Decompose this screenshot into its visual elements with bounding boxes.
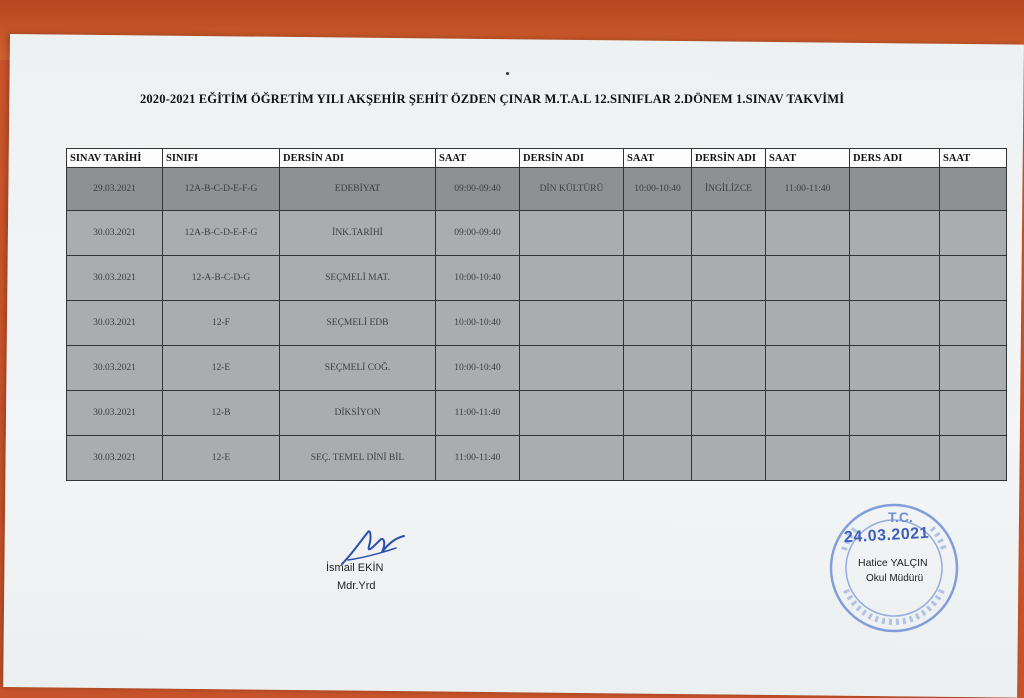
header-cell: DERS ADI	[850, 149, 940, 168]
table-cell	[624, 256, 692, 301]
header-cell: SAAT	[436, 149, 520, 168]
table-cell	[850, 301, 940, 346]
signatory-name: İsmail EKİN	[326, 562, 384, 574]
table-cell	[850, 346, 940, 391]
table-cell	[766, 436, 850, 481]
table-cell	[766, 391, 850, 436]
table-cell: SEÇMELİ MAT.	[280, 256, 436, 301]
table-cell	[850, 256, 940, 301]
table-cell	[940, 256, 1007, 301]
table-cell	[520, 211, 624, 256]
principal-role: Okul Müdürü	[866, 573, 924, 584]
table-cell: 12-A-B-C-D-G	[163, 256, 280, 301]
table-cell: 30.03.2021	[67, 211, 163, 256]
table-cell: 12-F	[163, 301, 280, 346]
table-row	[67, 168, 1007, 211]
table-cell	[766, 301, 850, 346]
table-cell	[850, 436, 940, 481]
table-cell: 30.03.2021	[67, 436, 163, 481]
table-cell: 30.03.2021	[67, 346, 163, 391]
table-cell	[520, 301, 624, 346]
table-cell: SEÇMELİ EDB	[280, 301, 436, 346]
table-cell: 11:00-11:40	[436, 436, 520, 481]
table-cell: 10:00-10:40	[436, 346, 520, 391]
table-cell	[850, 391, 940, 436]
table-cell: EDEBİYAT	[280, 168, 436, 211]
principal-name: Hatice YALÇIN	[858, 557, 928, 569]
table-cell: 29.03.2021	[67, 168, 163, 211]
table-cell	[766, 256, 850, 301]
table-cell: 12A-B-C-D-E-F-G	[163, 168, 280, 211]
stamp-date: 24.03.2021	[843, 524, 930, 547]
table-cell	[940, 436, 1007, 481]
exam-schedule-table	[66, 148, 1007, 481]
table-cell: 09:00-09:40	[436, 211, 520, 256]
table-cell: DİN KÜLTÜRÜ	[520, 168, 624, 211]
table-cell	[624, 211, 692, 256]
table-cell: 12A-B-C-D-E-F-G	[163, 211, 280, 256]
table-cell	[940, 391, 1007, 436]
table-cell	[692, 436, 766, 481]
table-cell: 11:00-11:40	[766, 168, 850, 211]
table-cell	[940, 211, 1007, 256]
paper-mark	[506, 72, 509, 75]
table-cell: DİKSİYON	[280, 391, 436, 436]
header-cell: DERSİN ADI	[520, 149, 624, 168]
header-cell: SINIFI	[163, 149, 280, 168]
table-cell: 30.03.2021	[67, 301, 163, 346]
header-cell: DERSİN ADI	[692, 149, 766, 168]
document-title: 2020-2021 EĞİTİM ÖĞRETİM YILI AKŞEHİR ŞEHİT ÖZDEN ÇINAR M.T.A.L 12.SINIFLAR 2.DÖNEM 1.SINAV TAKVİMİ	[140, 92, 845, 106]
table-cell: 30.03.2021	[67, 391, 163, 436]
table-cell	[692, 301, 766, 346]
header-cell: SAAT	[940, 149, 1007, 168]
header-cell: DERSİN ADI	[280, 149, 436, 168]
table-row	[67, 436, 1007, 481]
table-cell	[766, 211, 850, 256]
table-cell	[692, 346, 766, 391]
table-cell	[624, 391, 692, 436]
table-cell	[520, 391, 624, 436]
header-cell: SINAV TARİHİ	[67, 149, 163, 168]
table-header-row	[67, 149, 1007, 168]
table-cell: 12-B	[163, 391, 280, 436]
table-cell: İNGİLİZCE	[692, 168, 766, 211]
table-cell: 12-E	[163, 346, 280, 391]
table-row	[67, 256, 1007, 301]
svg-text:T.C.: T.C.	[888, 509, 913, 525]
table-cell	[850, 168, 940, 211]
table-cell	[624, 436, 692, 481]
table-cell	[624, 301, 692, 346]
table-cell: 09:00-09:40	[436, 168, 520, 211]
table-cell: 12-E	[163, 436, 280, 481]
table-cell: SEÇMELİ COĞ.	[280, 346, 436, 391]
table-row	[67, 301, 1007, 346]
table-cell	[520, 346, 624, 391]
header-cell: SAAT	[624, 149, 692, 168]
table-cell: 11:00-11:40	[436, 391, 520, 436]
table-cell	[940, 168, 1007, 211]
table-cell	[850, 211, 940, 256]
table-cell: SEÇ. TEMEL DİNİ BİL	[280, 436, 436, 481]
table-cell	[692, 211, 766, 256]
header-cell: SAAT	[766, 149, 850, 168]
table-row	[67, 391, 1007, 436]
table-cell	[624, 346, 692, 391]
table-cell	[940, 301, 1007, 346]
signatory-role: Mdr.Yrd	[337, 580, 376, 592]
table-cell: 10:00-10:40	[436, 256, 520, 301]
table-cell	[766, 346, 850, 391]
table-cell: 30.03.2021	[67, 256, 163, 301]
table-cell: 10:00-10:40	[624, 168, 692, 211]
table-row	[67, 211, 1007, 256]
table-cell: 10:00-10:40	[436, 301, 520, 346]
table-cell	[520, 436, 624, 481]
table-cell	[940, 346, 1007, 391]
table-cell	[520, 256, 624, 301]
table-row	[67, 346, 1007, 391]
table-cell	[692, 256, 766, 301]
table-cell	[692, 391, 766, 436]
table-cell: İNK.TARİHİ	[280, 211, 436, 256]
